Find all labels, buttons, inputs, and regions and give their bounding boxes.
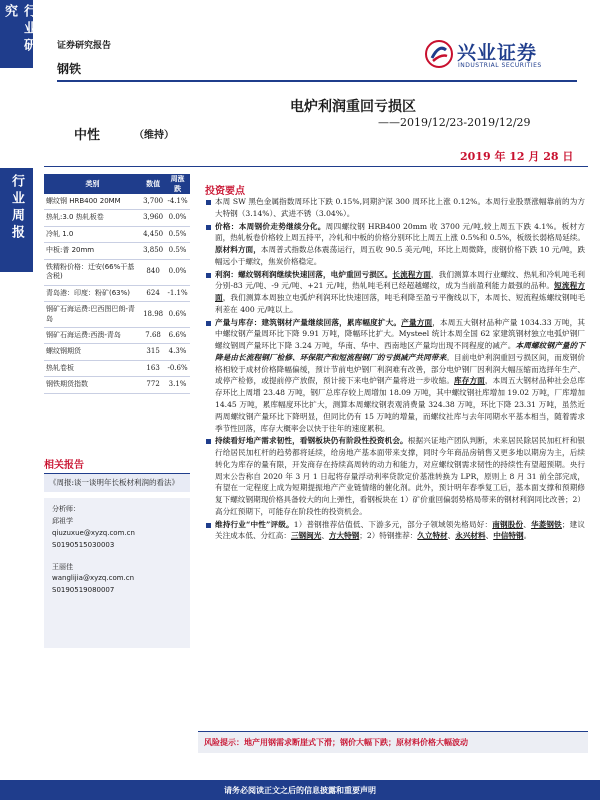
report-date: 2019 年 12 月 28 日	[460, 150, 574, 163]
row-change: 0.5%	[165, 226, 190, 242]
report-label: 证券研究报告	[57, 41, 112, 51]
footer-disclaimer: 请务必阅读正文之后的信息披露和重要声明	[0, 780, 600, 800]
row-value: 3,960	[141, 210, 165, 226]
row-value: 18.98	[141, 302, 165, 328]
row-change: 3.1%	[165, 377, 190, 393]
table-row	[44, 210, 190, 226]
investment-points	[205, 196, 585, 543]
point-text: 原材料方面，	[215, 245, 261, 255]
company-logo	[425, 38, 585, 74]
row-name: 青岛港：印度：粉矿(63%)	[44, 285, 141, 301]
point-text: 华菱钢铁	[530, 519, 562, 529]
point-text: 三钢闽光	[290, 531, 322, 541]
row-value: 772	[141, 377, 165, 393]
point-text: 产量与库存：建筑钢材产量继续回落，累库幅度扩大。	[215, 317, 402, 327]
row-change: 4.3%	[165, 344, 190, 360]
row-name: 钢矿石海运费:西澳-青岛	[44, 327, 141, 343]
point-text: 价格：本周钢价走势继续分化。	[215, 221, 326, 231]
row-value: 4,450	[141, 226, 165, 242]
investment-point	[205, 221, 585, 268]
point-text: 持续看好地产需求韧性，看钢板块仍有阶段性投资机会。	[215, 436, 408, 446]
row-change: 0.0%	[165, 259, 190, 285]
analyst-cert: S0190515030003	[52, 540, 115, 549]
table-row	[44, 194, 190, 210]
risk-warning: 风险提示：地产用钢需求断崖式下滑；钢价大幅下跌；原材料价格大幅波动	[198, 731, 588, 753]
point-text: ，我们测算本周行业螺纹、热轧和冷轧吨毛利分别-83 元/吨、-9 元/吨、+21 元/吨，热轧吨毛利已经超越螺纹，成为当前盈利能力最强的品种。	[215, 269, 586, 291]
row-value: 3,850	[141, 243, 165, 259]
point-text: 1）普钢推荐估值低、下游多元，部分子领域领先格局好：	[293, 519, 493, 529]
row-name: 螺纹钢期货	[44, 344, 141, 360]
analyst-cert: S0190519080007	[52, 586, 115, 595]
table-row	[44, 259, 190, 285]
point-text: 本周 SW 黑色金属指数周环比下跌 0.15%,同期沪深 300 周环比上涨 0.12%。本周行业股票涨幅靠前的为方大特钢（3.14%）、武进不锈（3.04%）。	[215, 197, 585, 218]
logo-text-en: INDUSTRIAL SECURITIES	[458, 62, 542, 69]
row-change: 0.5%	[165, 243, 190, 259]
investment-point	[205, 269, 585, 316]
point-text: 产量方面	[401, 317, 433, 327]
point-text: 库存方面	[454, 376, 485, 386]
point-text: 方大特钢	[328, 531, 360, 541]
row-change: -1.1%	[165, 285, 190, 301]
logo-text-cn: 兴业证券	[457, 42, 538, 64]
header-divider	[57, 80, 577, 82]
point-text: 、	[523, 519, 531, 529]
point-text: ，本周五大钢材品种产量 1034.33 万吨，其中螺纹钢产量周环比下降 9.91 万吨，降幅环比扩大。Mysteel 统计本周全国 62 家建筑钢材独立电弧炉钢厂螺纹钢周产量环比下降 3.24 万吨，华南、华中、西南地区产量均出现不同程度的减产。	[215, 317, 586, 351]
point-text: 、	[485, 531, 494, 541]
point-text: 、	[321, 531, 329, 541]
rating-main: 中性	[74, 128, 101, 143]
investment-point	[205, 519, 585, 543]
row-value: 624	[141, 285, 165, 301]
side-tab-mid	[0, 168, 33, 272]
point-text: 长流程方面	[392, 269, 431, 279]
row-value: 315	[141, 344, 165, 360]
investment-point	[205, 435, 585, 517]
report-subtitle: ——2019/12/23-2019/12/29	[378, 116, 531, 129]
side-tab-top	[0, 0, 36, 68]
logo-mark-icon	[425, 40, 453, 68]
row-name: 热轧:3.0 热轧板卷	[44, 210, 141, 226]
report-category: 钢铁	[57, 62, 82, 76]
table-row	[44, 344, 190, 360]
side-tab-top-text: 行业研究	[2, 4, 36, 55]
table-row	[44, 302, 190, 328]
analyst-label: 分析师：	[52, 505, 80, 513]
rating-sub: （维持）	[134, 130, 174, 141]
point-text: ；2）特钢推荐：	[359, 531, 418, 541]
table-row	[44, 360, 190, 376]
table-header-row	[44, 174, 190, 194]
related-report-link[interactable]: 《周报:谈一谈明年长板材利润的看法》	[44, 474, 190, 492]
investment-points-heading: 投资要点	[205, 186, 245, 197]
row-value: 7.68	[141, 327, 165, 343]
row-change: 0.0%	[165, 210, 190, 226]
table-header: 周涨跌	[165, 174, 190, 194]
point-text: 本周普式指数总体震荡运行，周五收 90.5 美元/吨，环比上周微降，废钢价格下跌 10 元/吨，跌幅远小于螺纹，焦炭价格稳定。	[215, 245, 585, 266]
price-table	[44, 174, 190, 394]
row-change: -4.1%	[165, 194, 190, 210]
row-name: 螺纹钢 HRB400 20MM	[44, 194, 141, 210]
point-text: 中信特钢	[493, 531, 524, 541]
point-text: 根据兴证地产团队判断，未来居民除居民加杠杆和银行给居民加杠杆的趋势都将延续，给房地产基本面带来支撑，同时今年商品房销售又更多地以期房为主，后续转化为库存的量有限，开发商存在持续高周转的动力和能力，对应螺纹钢需求韧性的持续性有望超预期。央行周末公告称自 2020 年 3 月 1 日起将存量浮动利率贷款定价基准转换为 LPR，原则上 8 月 31 前全部完成，有望在一定程度上成为短期提振地产产业链情绪的催化剂。此外，预计明年春季复工后，基本面支撑和预期修复下螺纹钢期现价格具备较大的向上弹性，看钢板块在 1）矿价重回偏弱势格局带来的钢材利润同比改善；2）高分红预期下，可能存在阶段性的投资机会。	[215, 436, 586, 516]
row-name: 冷轧 1.0	[44, 226, 141, 242]
point-text: 永兴材料	[455, 531, 486, 541]
investment-point	[205, 196, 585, 220]
report-title: 电炉利润重回亏损区	[290, 99, 416, 115]
row-value: 163	[141, 360, 165, 376]
table-header: 类别	[44, 174, 141, 194]
table-row	[44, 226, 190, 242]
table-row	[44, 243, 190, 259]
point-text: 。目前电炉利润重回亏损区间，而废钢价格相较于成材价格降幅偏缓，预计节前电炉钢厂利润难有改善，部分电炉钢厂因利润大幅压缩而选择年生产、或停产检修，或提前停产放假，预计接下来电炉钢产量将进一步收缩。	[215, 352, 586, 386]
table-row	[44, 327, 190, 343]
row-name: 钢铁期货指数	[44, 377, 141, 393]
analyst-name: 王丽佳	[52, 562, 73, 571]
point-text: 。	[523, 531, 532, 541]
point-text: ；建议关注成本低、分红高：	[215, 519, 585, 541]
table-header: 数值	[141, 174, 165, 194]
related-reports-heading: 相关报告	[44, 456, 190, 474]
table-row	[44, 285, 190, 301]
row-name: 中板:普 20mm	[44, 243, 141, 259]
point-text: 本周螺纹钢产量的下降是由长流程钢厂检修、环保限产和短流程钢厂的亏损减产共同带来	[215, 341, 585, 362]
point-text: 久立特材	[417, 531, 448, 541]
point-text: 短流程方面	[215, 281, 585, 303]
point-text: 维持行业“中性”评级。	[215, 519, 294, 529]
analyst-email[interactable]: wanglijia@xyzq.com.cn	[52, 574, 135, 583]
analyst-box	[44, 498, 190, 648]
side-tab-mid-text: 行业周报	[9, 174, 24, 242]
point-text: 、	[447, 531, 456, 541]
investment-point	[205, 317, 585, 435]
row-change: 6.6%	[165, 327, 190, 343]
point-text: 利润：螺纹钢利润继续快速回落，电炉重回亏损区。	[215, 269, 393, 279]
table-row	[44, 377, 190, 393]
analyst-email[interactable]: qiuzuxue@xyzq.com.cn	[52, 528, 135, 537]
title-divider	[44, 166, 588, 167]
point-text: ，本周五大钢材品种社会总库存环比上周增 23.48 万吨，钢厂总库存较上周增加 18.09 万吨，其中螺纹钢社库增加 19.02 万吨，厂库增加 14.45 万吨，累库幅度环比扩大，测算本周螺纹钢表观消费量 324.38 万吨，环比下降 23.31 万吨，虽然近两周螺纹钢产量环比下降明显，但同比仍有 15 万吨的增量，而螺纹社库与去年同期水平基本相当，随着需求季节性回落，库存大概率会以快于往年的速度累积。	[215, 376, 585, 433]
point-text: 周四螺纹钢 HRB400 20mm 收 3700 元/吨,较上周五下跌 4.1%。板材方面，热轧板卷价格较上周五持平，冷轧和中板的价格分别环比上周五上涨 0.5%和 0.5%，板级长弱格局延续。	[215, 221, 585, 243]
analyst-name: 邱祖学	[52, 516, 73, 525]
row-change: -0.6%	[165, 360, 190, 376]
row-value: 840	[141, 259, 165, 285]
row-name: 热轧卷板	[44, 360, 141, 376]
point-text: 南钢股份	[492, 519, 524, 529]
row-change: 0.6%	[165, 302, 190, 328]
point-text: ，我们测算本周独立电弧炉利润环比快速回落，吨毛利降至盈亏平衡线以下，本周长、短流程炼螺纹钢吨毛利差在 400 元/吨以上。	[215, 293, 586, 314]
row-value: 3,700	[141, 194, 165, 210]
row-name: 铁精粉价格：迁安(66%干基含税)	[44, 259, 141, 285]
row-name: 钢矿石海运费:巴西图巴朗-青岛	[44, 302, 141, 328]
